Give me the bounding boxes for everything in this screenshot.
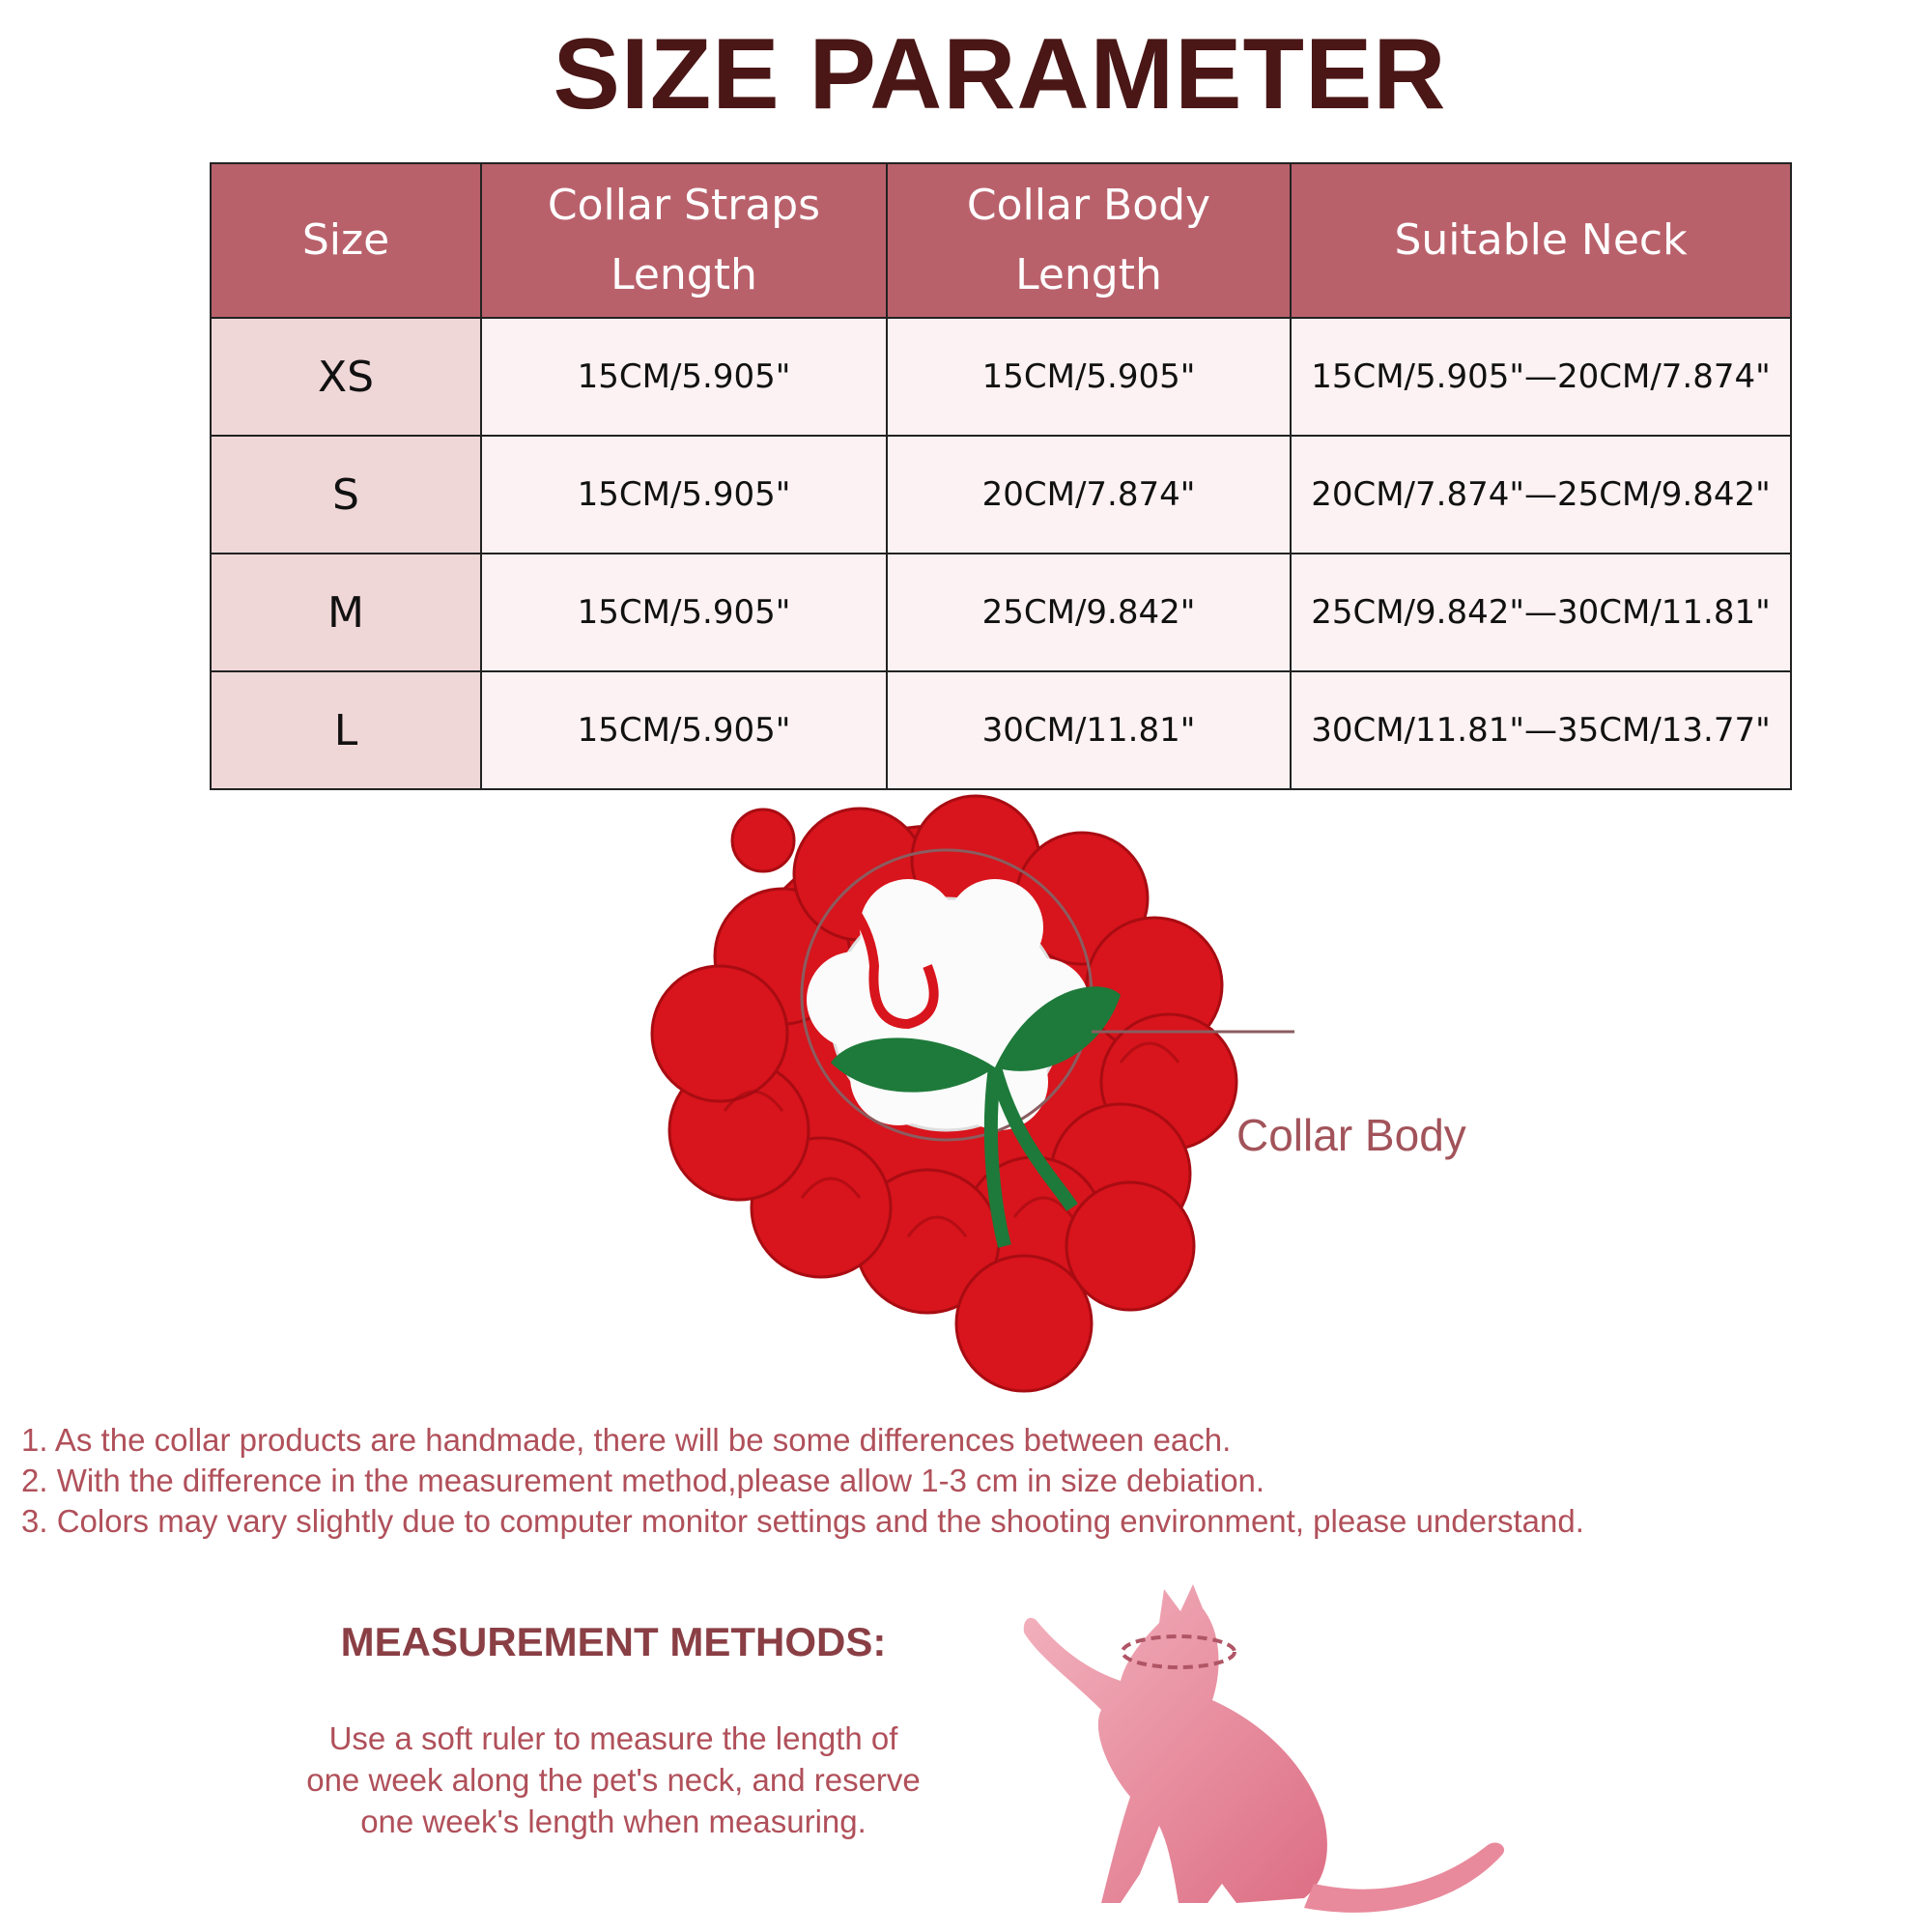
size-cell: M xyxy=(211,554,481,671)
size-cell: L xyxy=(211,671,481,789)
size-cell: S xyxy=(211,436,481,554)
neck-cell: 30CM/11.81"—35CM/13.77" xyxy=(1291,671,1791,789)
note-item: 3. Colors may vary slightly due to computer monitor settings and the shooting environment, please understand. xyxy=(21,1503,1584,1539)
header-suitable-neck: Suitable Neck xyxy=(1291,163,1791,318)
body-cell: 30CM/11.81" xyxy=(887,671,1291,789)
notes-list xyxy=(21,1420,1857,1542)
header-collar-body-length: Collar Body Length xyxy=(887,163,1291,318)
straps-cell: 15CM/5.905" xyxy=(481,436,887,554)
measurement-methods-text xyxy=(213,1718,1014,1842)
measurement-methods-title: MEASUREMENT METHODS: xyxy=(340,1619,887,1664)
measurement-line: one week's length when measuring. xyxy=(360,1804,867,1839)
collar-body-callout: Collar Body xyxy=(1236,1110,1466,1160)
note-item: 2. With the difference in the measurement method,please allow 1-3 cm in size debiation. xyxy=(21,1463,1265,1498)
straps-cell: 15CM/5.905" xyxy=(481,671,887,789)
table-header-row xyxy=(211,163,1791,318)
straps-cell: 15CM/5.905" xyxy=(481,318,887,436)
size-table xyxy=(210,162,1792,790)
body-cell: 15CM/5.905" xyxy=(887,318,1291,436)
table-row xyxy=(211,671,1791,789)
table-row xyxy=(211,318,1791,436)
measurement-line: one week along the pet's neck, and reserve xyxy=(306,1762,921,1798)
body-cell: 20CM/7.874" xyxy=(887,436,1291,554)
table-row xyxy=(211,436,1791,554)
table-row xyxy=(211,554,1791,671)
straps-cell: 15CM/5.905" xyxy=(481,554,887,671)
neck-cell: 15CM/5.905"—20CM/7.874" xyxy=(1291,318,1791,436)
neck-cell: 25CM/9.842"—30CM/11.81" xyxy=(1291,554,1791,671)
body-cell: 25CM/9.842" xyxy=(887,554,1291,671)
size-cell: XS xyxy=(211,318,481,436)
measurement-line: Use a soft ruler to measure the length of xyxy=(328,1720,898,1756)
page-title: SIZE PARAMETER xyxy=(553,18,1447,130)
collar-product-image xyxy=(618,792,1294,1410)
cat-silhouette-image xyxy=(1014,1565,1517,1922)
header-collar-straps-length: Collar Straps Length xyxy=(481,163,887,318)
neck-cell: 20CM/7.874"—25CM/9.842" xyxy=(1291,436,1791,554)
header-size: Size xyxy=(211,163,481,318)
note-item: 1. As the collar products are handmade, there will be some differences between each. xyxy=(21,1422,1232,1458)
